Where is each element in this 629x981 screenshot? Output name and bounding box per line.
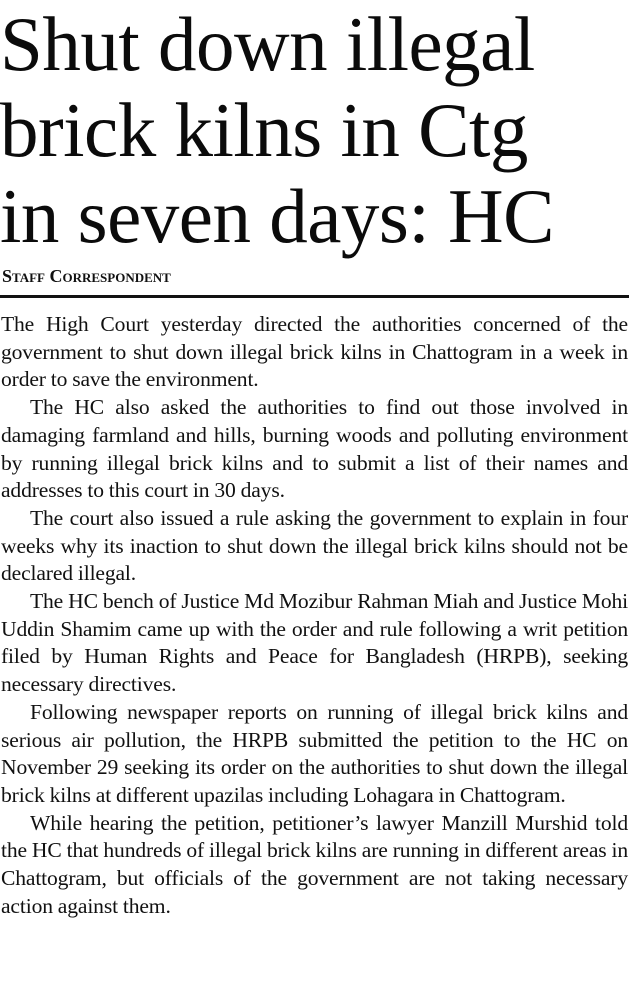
- headline: [0, 1, 628, 259]
- byline: Staff Correspondent: [2, 266, 171, 286]
- paragraph: The HC also asked the authorities to find out those involved in damaging farmland and hills, burning woods and polluting environment by running illegal brick kilns and to submit a list of their names and addresses to this court in 30 days.: [1, 395, 628, 503]
- paragraph: The High Court yesterday directed the authorities concerned of the government to shut down illegal brick kilns in Chattogram in a week in order to save the environment.: [1, 312, 628, 392]
- paragraph: Following newspaper reports on running of illegal brick kilns and serious air pollution, the HRPB submitted the petition to the HC on November 29 seeking its order on the authorities to shut down the illegal brick kilns at different upazilas including Lohagara in Chattogram.: [1, 699, 628, 807]
- paragraph: While hearing the petition, petitioner’s lawyer Manzill Murshid told the HC that hundreds of illegal brick kilns are running in different areas in Chattogram, but officials of the government are not taking necessary action against them.: [1, 810, 628, 918]
- paragraph: The court also issued a rule asking the government to explain in four weeks why its inaction to shut down the illegal brick kilns should not be declared illegal.: [1, 505, 628, 586]
- byline-divider: [0, 295, 629, 298]
- headline-line: brick kilns in Ctg: [0, 87, 528, 173]
- headline-line: in seven days: HC: [0, 173, 554, 259]
- headline-line: Shut down illegal: [0, 1, 535, 87]
- article-body: [1, 311, 628, 920]
- paragraph: The HC bench of Justice Md Mozibur Rahman Miah and Justice Mohi Uddin Shamim came up with the order and rule following a writ petition filed by Human Rights and Peace for Bangladesh (HRPB), seeking necessary directives.: [1, 589, 628, 697]
